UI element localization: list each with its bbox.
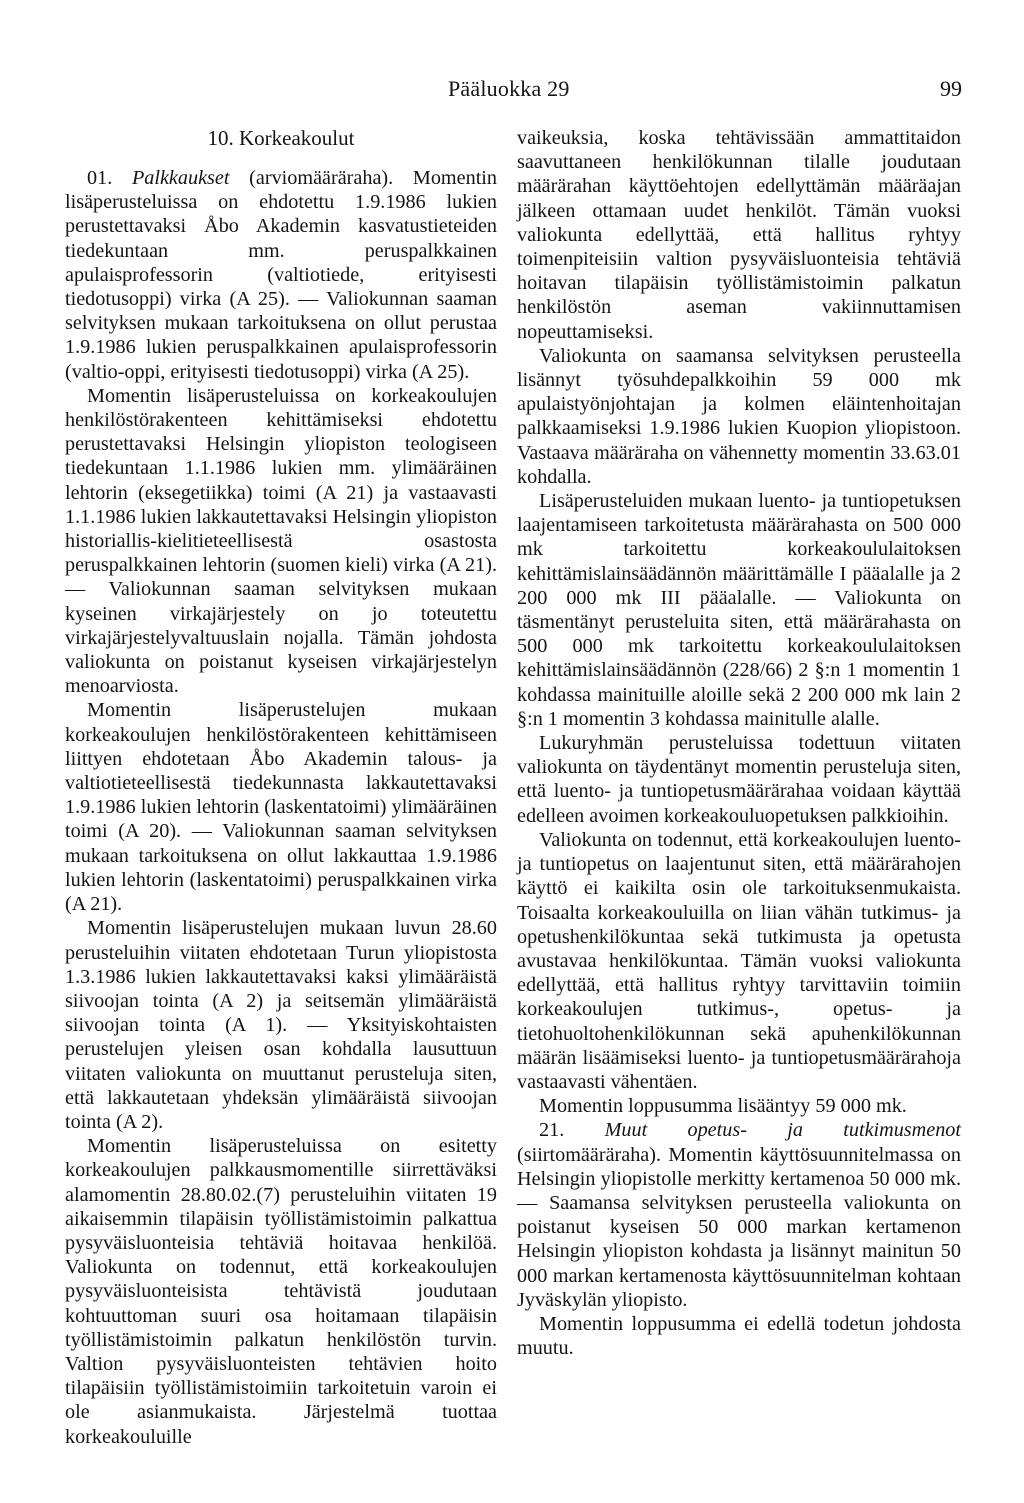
paragraph: Momentin loppusumma lisääntyy 59 000 mk. [539, 1095, 907, 1118]
paragraph: Lisäperusteluiden mukaan luento- ja tuntiopetuksen laajentamiseen tarkoitetusta määrärahasta on 500 000 mk tarkoitettu korkeakoululaitoksen kehittämislainsäädännön määrittämälle I pääalalle ja 2 200 000 mk III pääalalle. — Valiokunta on täsmentänyt perusteluita siten, että määrärahasta on 500 000 mk tarkoitettu korkeakoululaitoksen kehittämislainsäädännön (228/66) 2 §:n 1 momentin 1 kohdassa mainituille aloille sekä 2 200 000 mk lain 2 §:n 1 momentin 3 kohdassa mainitulle alalle. [517, 490, 961, 730]
paragraph-continued: vaikeuksia, koska tehtävissään ammattitaidon saavuttaneen henkilökunnan tilalle joudutaan määrärahan käyttöehtojen edellyttämän määräajan jälkeen ottamaan uudet henkilöt. Tämän vuoksi valiokunta edellyttää, että hallitus ryhtyy toimenpiteisiin valtion pysyväisluonteisia tehtäviä hoitavan tilapäisin työllistämistoimin palkatun henkilöstön aseman vakiinnuttamisen nopeuttamiseksi. [517, 127, 961, 343]
paragraph: Momentin lisäperustelujen mukaan luvun 28.60 perusteluihin viitaten ehdotetaan Turun yliopistosta 1.3.1986 lukien lakkautettavaksi kaksi ylimääräistä siivoojan tointa (A 2) ja seitsemän ylimääräistä siivoojan tointa (A 1). — Yksityiskohtaisten perustelujen yleisen osan kohdalla lausuttuun viitaten valiokunta on muuttanut perusteluja siten, että lakkautetaan yhdeksän ylimääräistä siivoojan tointa (A 2). [65, 917, 497, 1133]
running-title: Pääluokka 29 [448, 76, 570, 101]
paragraph: Momentin lisäperustelujen mukaan korkeakoulujen henkilöstörakenteen kehittämiseen liittyen ehdotetaan Åbo Akademin talous- ja valtiotieteellisestä tiedekunnasta lakkautettavaksi 1.9.1986 lukien lehtorin (laskentatoimi) ylimääräinen toimi (A 20). — Valiokunnan saaman selvityksen mukaan tarkoituksena on ollut lakkauttaa 1.9.1986 lukien lehtorin (laskentatoimi) peruspalkkainen virka (A 21). [65, 699, 497, 916]
paragraph: Momentin lisäperusteluissa on korkeakoulujen henkilöstörakenteen kehittämiseksi ehdotettu perustettavaksi Helsingin yliopiston teologiseen tiedekuntaan 1.1.1986 lukien mm. ylimääräinen lehtorin (eksegetiikka) toimi (A 21) ja vastaavasti 1.1.1986 lukien lakkautettavaksi Helsingin yliopiston historiallis-kielitieteellisestä osastosta peruspalkkainen lehtorin (suomen kieli) virka (A 21). — Valiokunnan saaman selvityksen mukaan kyseinen virkajärjestely on jo toteutettu virkajärjestelyvaltuuslain nojalla. Tämän johdosta valiokunta on poistanut kyseisen virkajärjestelyn menoarviosta. [65, 384, 497, 698]
right-column [517, 126, 961, 1360]
paragraph: Momentin loppusumma ei edellä todetun johdosta muutu. [517, 1312, 961, 1360]
page-number: 99 [940, 76, 962, 101]
paragraph-text: (siirtomääräraha). Momentin käyttösuunnitelmassa on Helsingin yliopistolle merkitty kertamenoa 50 000 mk. — Saamansa selvityksen perusteella valiokunta on poistanut kyseisen 50 000 markan kertamenon Helsingin yliopiston kohdasta ja lisännyt mainitun 50 000 markan kertamenosta käyttösuunnitelman kohtaan Jyväskylän yliopisto. [517, 1143, 961, 1311]
moment-title: Palkkaukset [131, 167, 250, 189]
paragraph-text: (arviomääräraha). Momentin lisäperusteluissa on ehdotettu 1.9.1986 lukien perustettavaksi Åbo Akademin kasvatustieteiden tiedekuntaan mm. peruspalkkainen apulaisprofessorin (valtiotiede, erityisesti tiedotusoppi) virka (A 25). — Valiokunnan saaman selvityksen mukaan tarkoituksena on ollut perustaa 1.9.1986 lukien peruspalkkainen apulaisprofessorin (valtio-oppi, erityisesti tiedotusoppi) virka (A 25). [65, 167, 497, 383]
paragraph-palkkaukset [65, 166, 497, 384]
paragraph: Momentin lisäperusteluissa on esitetty korkeakoulujen palkkausmomentille siirrettäväksi alamomentin 28.80.02.(7) perusteluihin viitaten 19 aikaisemmin tilapäisin työllistämistoimin palkattua pysyväisluonteisia tehtäviä hoitavaa henkilöä. Valiokunta on todennut, että korkeakoulujen pysyväisluonteisista tehtävistä joudutaan kohtuuttoman suuri osa hoitamaan tilapäisin työllistämistoimin palkatun henkilöstön turvin. Valtion pysyväisluonteisten tehtävien hoito tilapäisiin työllistämistoimiin tarkoitetuin varoin ei ole asianmukaista. Järjestelmä tuottaa korkeakouluille [65, 1135, 497, 1448]
running-header [0, 76, 1024, 106]
moment-number: 01. [87, 167, 132, 189]
left-column [65, 126, 497, 1449]
moment-title: Muut opetus- ja tutkimusmenot [604, 1119, 961, 1142]
moment-number: 21. [539, 1119, 605, 1142]
section-heading: 10. Korkeakoulut [207, 126, 355, 150]
paragraph: Valiokunta on saamansa selvityksen perusteella lisännyt työsuhdepalkkoihin 59 000 mk apulaistyönjohtajan ja kolmen eläintenhoitajan palkkaamiseksi 1.9.1986 lukien Kuopion yliopistoon. Vastaava määräraha on vähennetty momentin 33.63.01 kohdalla. [517, 344, 961, 488]
paragraph: Lukuryhmän perusteluissa todettuun viitaten valiokunta on täydentänyt momentin perusteluja siten, että luento- ja tuntiopetusmäärärahaa voidaan käyttää edelleen avoimen korkeakouluopetuksen palkkioihin. [517, 732, 961, 827]
paragraph: Valiokunta on todennut, että korkeakoulujen luento- ja tuntiopetus on laajentunut siten, että määrärahojen käyttö ei kaikilta osin ole tarkoituksenmukaista. Toisaalta korkeakouluilla on liian vähän tutkimus- ja opetushenkilökuntaa sekä tutkimusta ja opetusta avustavaa henkilökuntaa. Tämän vuoksi valiokunta edellyttää, että hallitus ryhtyy tarvittaviin toimiin korkeakoulujen tutkimus-, opetus- ja tietohuoltohenkilökunnan sekä apuhenkilökunnan määrän lisäämiseksi luento- ja tuntiopetusmäärärahoja vastaavasti vähentäen. [517, 828, 961, 1093]
paragraph-muut-opetus [517, 1118, 961, 1312]
